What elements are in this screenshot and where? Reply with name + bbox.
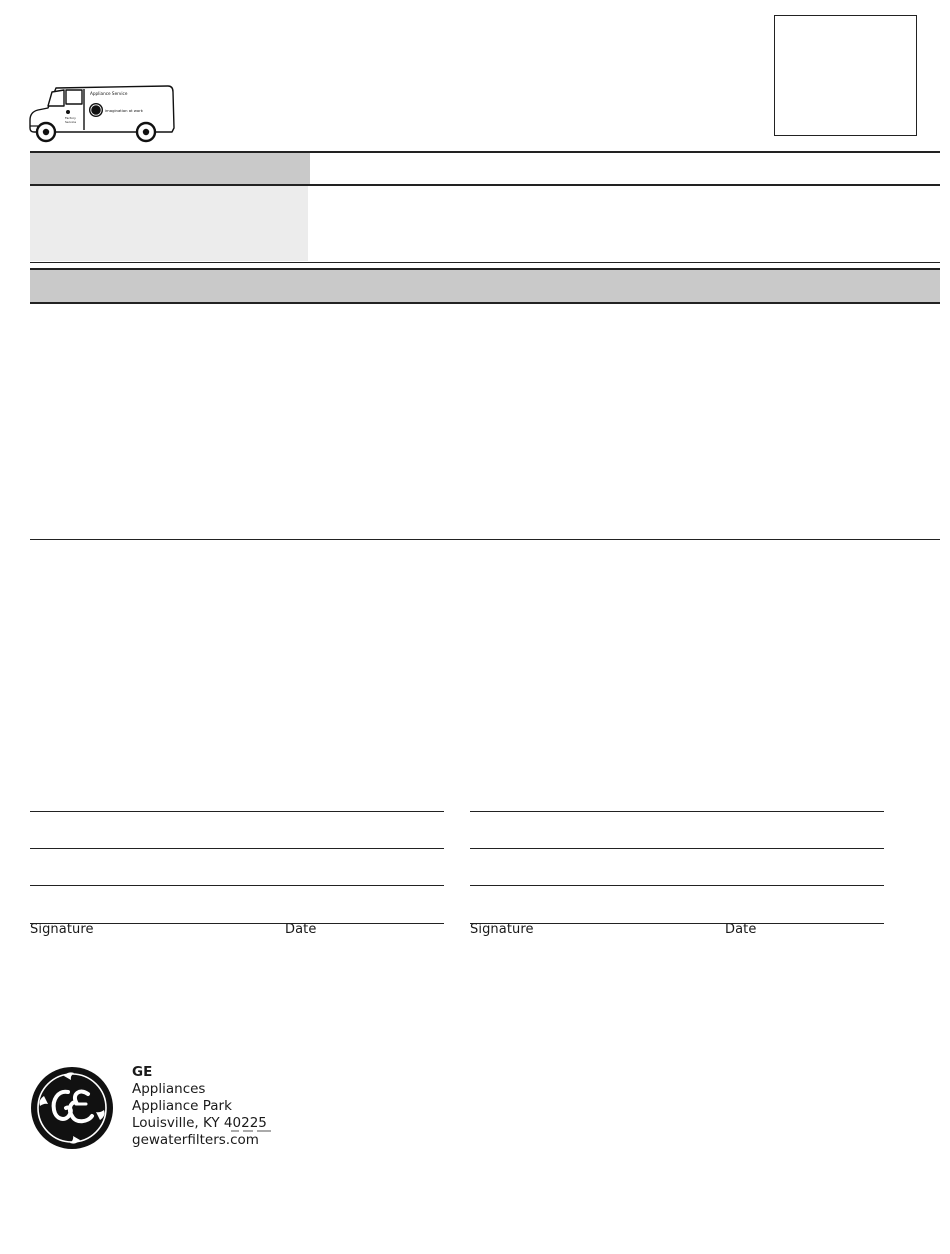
sig-left-line-2[interactable]	[30, 848, 444, 849]
van-side-label: Appliance Service	[90, 91, 128, 96]
sig-left-signature-label: Signature	[30, 922, 94, 937]
info-panel-gray	[30, 186, 308, 261]
sig-right-signature-label: Signature	[470, 922, 534, 937]
sig-right-date-label: Date	[725, 922, 757, 937]
sig-left-date-label: Date	[285, 922, 317, 937]
second-header-band	[30, 270, 940, 302]
sig-right-line-3[interactable]	[470, 885, 884, 886]
panel-bottom-rule	[30, 262, 940, 263]
sig-right-line-1[interactable]	[470, 811, 884, 812]
van-slogan: imagination at work	[105, 108, 143, 113]
footer-line-4: gewaterfilters.com	[132, 1132, 259, 1148]
footer-line-2: Appliance Park	[132, 1098, 232, 1114]
van-door-text-1: Factory	[65, 116, 76, 120]
footer-line-3: Louisville, KY 40225	[132, 1115, 267, 1131]
content-bottom-rule	[30, 539, 940, 540]
sig-right-line-2[interactable]	[470, 848, 884, 849]
service-van-illustration	[28, 82, 178, 146]
print-mark	[231, 1129, 271, 1133]
sig-left-line-3[interactable]	[30, 885, 444, 886]
stamp-box	[774, 15, 917, 136]
van-door-text-2: Service	[65, 120, 77, 124]
sig-left-line-1[interactable]	[30, 811, 444, 812]
second-header-bottom-rule	[30, 302, 940, 304]
footer-brand: GE	[132, 1064, 153, 1080]
footer-address	[132, 1064, 267, 1149]
header-gray-cell	[30, 153, 310, 184]
ge-logo-icon	[30, 1066, 114, 1150]
footer-line-1: Appliances	[132, 1081, 206, 1097]
